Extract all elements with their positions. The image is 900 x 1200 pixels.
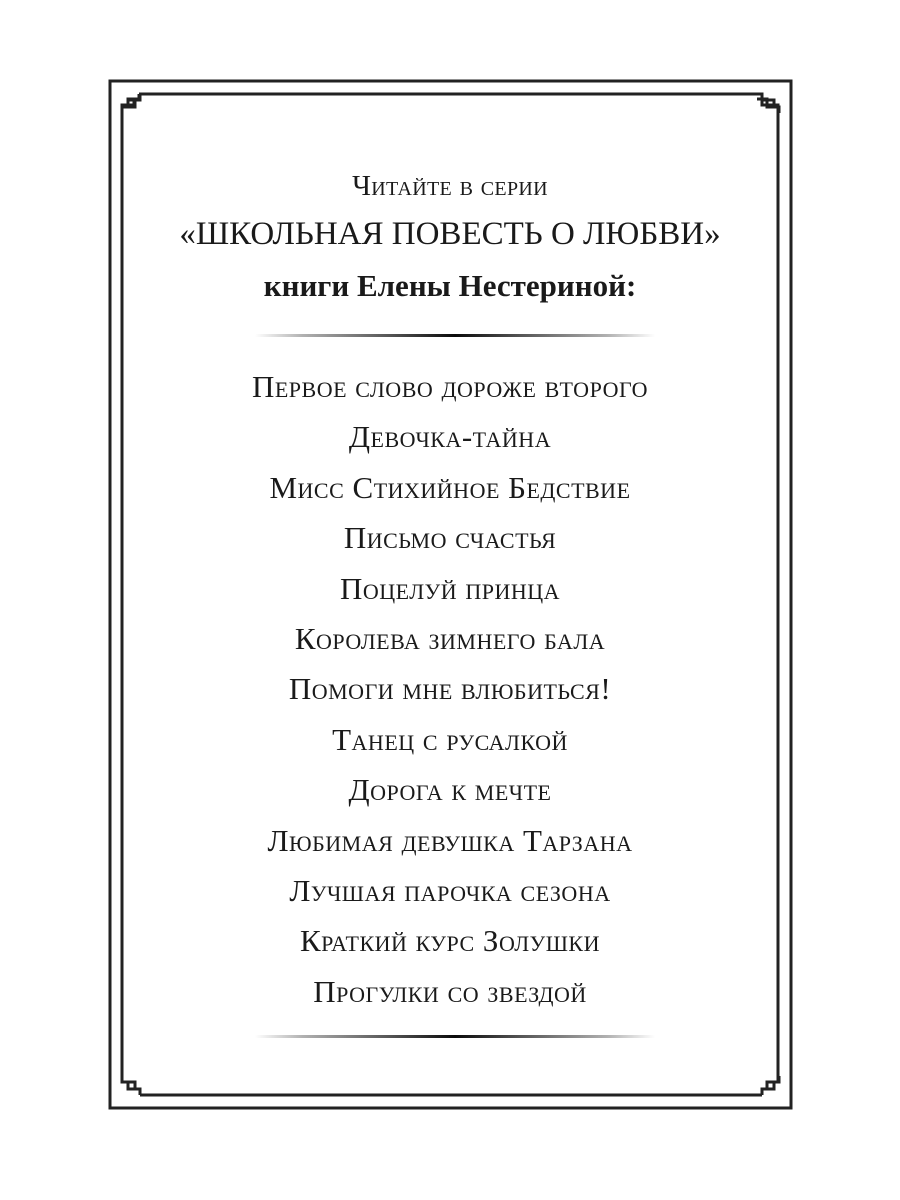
book-title: Мисс Стихийное Бедствие	[269, 469, 631, 505]
author-line: книги Елены Нестериной:	[263, 268, 637, 303]
book-title: Любимая девушка Тарзана	[267, 822, 633, 858]
book-title: Королева зимнего бала	[294, 620, 606, 656]
series-title: «ШКОЛЬНАЯ ПОВЕСТЬ О ЛЮБВИ»	[179, 216, 721, 252]
series-intro-text: Читайте в серии	[352, 170, 548, 202]
book-title: Девочка-тайна	[348, 419, 552, 455]
top-divider	[255, 334, 655, 337]
book-title: Помоги мне влюбиться!	[288, 671, 612, 707]
book-title: Танец с русалкой	[332, 721, 568, 757]
bottom-divider	[255, 1035, 655, 1038]
book-title: Письмо счастья	[343, 520, 557, 556]
book-title: Поцелуй принца	[339, 570, 561, 606]
corner-knot-bottom-left	[122, 1076, 140, 1095]
book-title: Прогулки со звездой	[313, 973, 587, 1009]
book-title: Краткий курс Золушки	[299, 923, 600, 959]
book-title: Первое слово дороже второго	[251, 369, 649, 404]
book-title: Дорога к мечте	[348, 772, 552, 808]
book-title: Лучшая парочка сезона	[289, 872, 611, 908]
book-list	[110, 362, 790, 1017]
corner-knot-bottom-right	[762, 1076, 779, 1095]
